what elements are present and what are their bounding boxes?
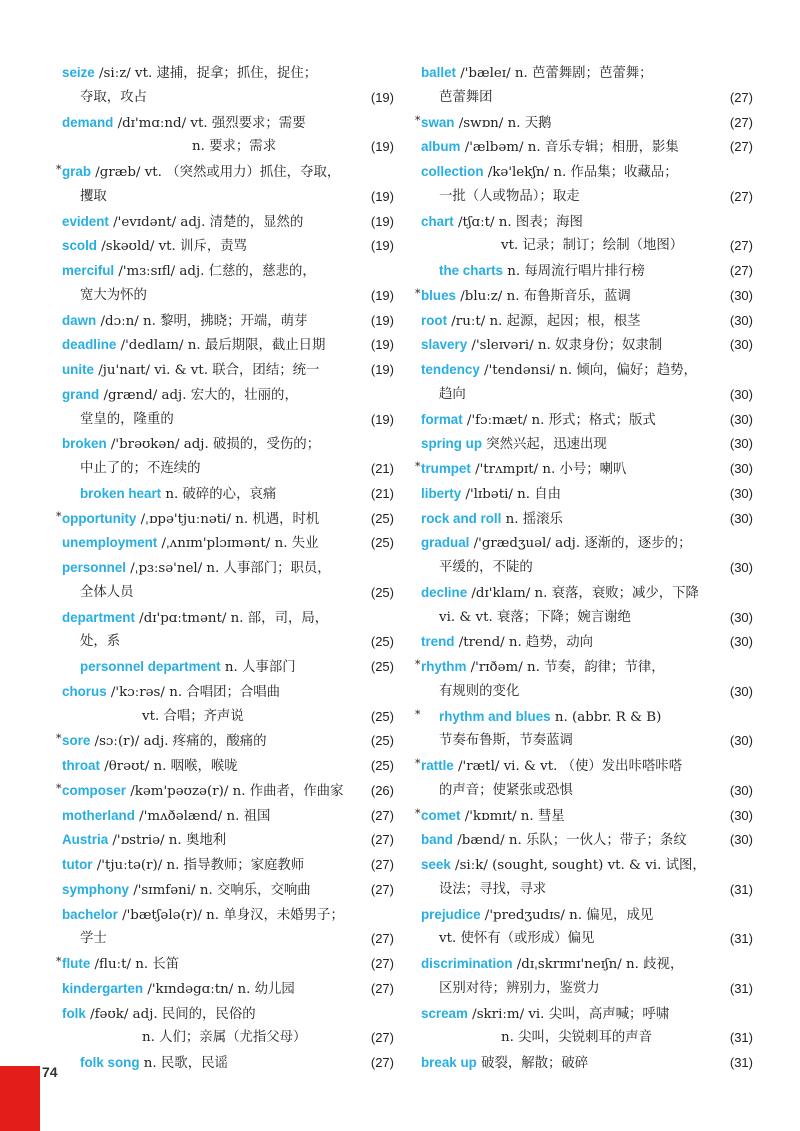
definition: /'trʌmpɪt/ n. 小号；喇叭	[470, 462, 627, 477]
glossary-line	[421, 977, 753, 1002]
definition: 全体人员	[80, 584, 134, 600]
unit-page-ref: (21)	[370, 485, 394, 501]
glossary-line	[421, 531, 753, 556]
unit-page-ref: (25)	[370, 584, 394, 600]
definition: /'mʌðəlænd/ n. 祖国	[134, 808, 271, 824]
headword: rhythm	[421, 659, 467, 674]
unit-page-ref: (30)	[729, 461, 753, 476]
definition: 节奏布鲁斯，节奏蓝调	[439, 733, 573, 749]
definition: vt. 合唱；齐声说	[142, 708, 244, 724]
unit-page-ref: (31)	[729, 881, 753, 897]
headword: scold	[62, 238, 97, 254]
headword: ballet	[421, 65, 456, 80]
definition: 芭蕾舞团	[439, 89, 493, 105]
unit-page-ref: (25)	[370, 708, 394, 724]
unit-page-ref: (31)	[729, 931, 753, 947]
definition: /'ælbəm/ n. 音乐专辑；相册，影集	[460, 140, 679, 156]
definition: /ˌpɜːsə'nel/ n. 人事部门；职员，	[126, 561, 331, 576]
definition: /dɪ'klaɪn/ n. 衰落，衰败；减少，下降	[467, 585, 699, 601]
glossary-line	[421, 1051, 753, 1076]
headword: band	[421, 832, 453, 848]
definition: /'kɔːrəs/ n. 合唱团；合唱曲	[106, 684, 281, 700]
definition: /'bæleɪ/ n. 芭蕾舞剧；芭蕾舞；	[455, 66, 653, 81]
definition: /'lɪbəti/ n. 自由	[461, 486, 562, 502]
glossary-line	[62, 927, 394, 952]
definition: 的声音；使紧张或恐惧	[439, 782, 573, 798]
headword: slavery	[421, 337, 468, 353]
headword: rhythm and blues	[439, 708, 551, 724]
glossary-line	[62, 408, 394, 433]
glossary-line	[421, 259, 753, 284]
unit-page-ref: (30)	[729, 560, 753, 575]
definition: 有规则的变化	[439, 683, 520, 699]
headword: seek	[421, 857, 451, 872]
definition: /'ɒstriə/ n. 奥地利	[108, 833, 227, 849]
definition: /dɔːn/ n. 黎明，拂晓；开端，萌芽	[96, 313, 308, 329]
headword: evident	[62, 213, 109, 229]
glossary-line	[62, 754, 394, 779]
glossary-line	[415, 655, 753, 680]
unit-page-ref: (27)	[370, 857, 394, 872]
headword: dawn	[62, 312, 97, 328]
headword: decline	[421, 584, 468, 600]
definition: /'rɪðəm/ n. 节奏，韵律；节律，	[466, 660, 665, 675]
left-column	[56, 61, 394, 1076]
definition: /siːk/ (sought, sought) vt. & vi. 试图，	[450, 858, 706, 873]
definition: 处，系	[80, 634, 121, 650]
definition: /'kɪndəgɑːtn/ n. 幼儿园	[143, 981, 295, 997]
glossary-line	[62, 878, 394, 903]
headword: the charts	[439, 263, 503, 278]
glossary-line	[62, 1002, 394, 1027]
headword: Austria	[62, 832, 109, 848]
star-mark: *	[415, 806, 421, 820]
glossary-line	[421, 878, 753, 903]
definition: /'brəʊkən/ adj. 破损的，受伤的；	[106, 437, 321, 453]
definition: 一批（人或物品）；取走	[439, 188, 580, 204]
headword: gradual	[421, 535, 470, 551]
definition: 区别对待；辨别力，鉴赏力	[439, 980, 600, 996]
definition: /'kɒmɪt/ n. 彗星	[460, 808, 565, 824]
glossary-line	[62, 531, 394, 556]
glossary-line	[62, 482, 394, 507]
glossary-line	[421, 853, 753, 878]
unit-page-ref: (27)	[370, 832, 394, 848]
glossary-line	[62, 903, 394, 928]
headword: demand	[62, 114, 114, 130]
glossary-line	[421, 581, 753, 606]
unit-page-ref: (31)	[729, 1055, 753, 1070]
glossary-line	[62, 630, 394, 655]
headword: chorus	[62, 683, 107, 699]
definition: /skriːm/ vi. 尖叫，高声喊；呼啸	[467, 1006, 670, 1022]
glossary-line	[421, 630, 753, 655]
glossary-line	[415, 284, 753, 309]
headword: prejudice	[421, 906, 481, 922]
unit-page-ref: (27)	[370, 881, 394, 897]
headword: bachelor	[62, 906, 118, 922]
unit-page-ref: (25)	[370, 634, 394, 650]
unit-page-ref: (27)	[729, 114, 753, 130]
star-mark: *	[56, 163, 62, 176]
glossary-line	[56, 160, 394, 185]
headword: rock and roll	[421, 510, 502, 526]
glossary-line	[62, 457, 394, 482]
definition: /fluːt/ n. 长笛	[90, 957, 180, 972]
unit-page-ref: (30)	[729, 733, 753, 749]
definition: vi. & vt. 衰落；下降；婉言谢绝	[439, 609, 631, 625]
glossary-line	[421, 210, 753, 235]
definition: /sɔː(r)/ adj. 疼痛的，酸痛的	[90, 734, 267, 750]
unit-page-ref: (30)	[729, 807, 753, 823]
glossary-line	[62, 333, 394, 358]
star-mark: *	[56, 509, 62, 523]
glossary-line	[421, 432, 753, 457]
glossary-line	[56, 779, 394, 804]
definition: /'bætʃələ(r)/ n. 单身汉，未婚男子；	[117, 907, 344, 923]
unit-page-ref: (30)	[729, 634, 753, 650]
unit-page-ref: (31)	[729, 1030, 753, 1046]
star-mark: *	[415, 757, 421, 770]
glossary-line	[421, 828, 753, 853]
glossary-line	[421, 185, 753, 210]
glossary-line	[421, 482, 753, 507]
definition: /'evɪdənt/ adj. 清楚的，显然的	[108, 214, 304, 230]
unit-page-ref: (30)	[729, 287, 753, 303]
star-mark: *	[56, 955, 62, 968]
glossary-line	[62, 705, 394, 730]
definition: n. (abbr. R & B)	[550, 709, 662, 725]
definition: /bluːz/ n. 布鲁斯音乐，蓝调	[455, 288, 631, 304]
definition: /dɪ'pɑːtmənt/ n. 部，司，局，	[134, 610, 329, 626]
definition: n. 每周流行唱片排行榜	[503, 264, 645, 279]
unit-page-ref: (19)	[370, 213, 394, 229]
glossary-line	[415, 457, 753, 482]
glossary-line	[415, 111, 753, 136]
unit-page-ref: (19)	[370, 411, 394, 427]
headword: personnel department	[80, 659, 221, 674]
glossary-line	[421, 135, 753, 160]
headword: trend	[421, 634, 455, 650]
unit-page-ref: (27)	[370, 956, 394, 971]
glossary-line	[62, 61, 394, 86]
headword: trumpet	[421, 461, 471, 476]
glossary-line	[62, 135, 394, 160]
glossary-line	[62, 86, 394, 111]
unit-page-ref: (27)	[729, 89, 753, 105]
glossary-line	[62, 977, 394, 1002]
unit-page-ref: (19)	[370, 139, 394, 155]
star-mark: *	[415, 286, 421, 300]
headword: broken	[62, 436, 107, 452]
definition: /fəʊk/ adj. 民间的，民俗的	[85, 1006, 256, 1022]
glossary-line	[421, 606, 753, 631]
headword: album	[421, 139, 461, 155]
definition: /kəm'pəʊzə(r)/ n. 作曲者，作曲家	[126, 783, 344, 799]
glossary-line	[62, 853, 394, 878]
glossary-line	[421, 408, 753, 433]
definition: /swɒn/ n. 天鹅	[454, 115, 552, 131]
star-mark: *	[415, 113, 421, 127]
headword: tendency	[421, 362, 480, 377]
definition: n. 人们；亲属（尤指父母）	[142, 1030, 307, 1046]
unit-page-ref: (25)	[370, 733, 394, 749]
glossary-line	[421, 383, 753, 408]
definition: /dɪˌskrɪmɪ'neɪʃn/ n. 歧视，	[512, 957, 684, 972]
definition: 突然兴起，迅速出现	[482, 437, 607, 453]
definition: /trend/ n. 趋势，动向	[454, 635, 594, 651]
unit-page-ref: (30)	[729, 683, 753, 699]
definition: /kə'lekʃn/ n. 作品集；收藏品；	[483, 165, 678, 180]
headword: chart	[421, 213, 454, 229]
unit-page-ref: (30)	[729, 337, 753, 353]
unit-page-ref: (19)	[370, 188, 394, 204]
headword: deadline	[62, 337, 117, 353]
headword: liberty	[421, 485, 462, 501]
headword: flute	[62, 956, 91, 971]
definition: /'dedlaɪn/ n. 最后期限，截止日期	[116, 338, 326, 354]
glossary-line	[62, 655, 394, 680]
definition: /ˌɒpə'tjuːnəti/ n. 机遇，时机	[136, 511, 320, 527]
definition: /'rætl/ vi. & vt. （使）发出咔嗒咔嗒	[453, 759, 683, 774]
headword: grab	[62, 164, 92, 179]
headword: grand	[62, 386, 100, 402]
definition: n. 尖叫，尖锐刺耳的声音	[501, 1030, 653, 1046]
glossary-line	[421, 234, 753, 259]
glossary-line	[421, 358, 753, 383]
definition: /θrəʊt/ n. 咽喉，喉咙	[99, 759, 238, 774]
glossary-line	[421, 86, 753, 111]
unit-page-ref: (27)	[729, 139, 753, 155]
unit-page-ref: (31)	[729, 980, 753, 996]
glossary-line	[62, 828, 394, 853]
unit-page-ref: (19)	[370, 287, 394, 303]
star-mark: *	[56, 781, 62, 795]
definition: /'fɔːmæt/ n. 形式；格式；版式	[462, 412, 656, 428]
unit-page-ref: (30)	[729, 782, 753, 798]
headword: kindergarten	[62, 980, 144, 996]
unit-page-ref: (19)	[370, 337, 394, 353]
unit-page-ref: (19)	[370, 312, 394, 328]
headword: format	[421, 411, 463, 427]
headword: merciful	[62, 263, 115, 278]
glossary-line	[62, 1051, 394, 1076]
definition: vt. 记录；制订；绘制（地图）	[501, 238, 684, 254]
definition: /grænd/ adj. 宏大的，壮丽的，	[99, 387, 298, 403]
headword: comet	[421, 807, 461, 823]
headword: root	[421, 312, 448, 328]
headword: motherland	[62, 807, 135, 823]
star-mark: *	[415, 658, 421, 671]
definition: /græb/ vt. （突然或用力）抓住，夺取，	[91, 165, 341, 180]
glossary-line	[62, 383, 394, 408]
headword: throat	[62, 758, 100, 773]
headword: folk	[62, 1005, 86, 1021]
glossary-line	[62, 358, 394, 383]
glossary-line	[62, 234, 394, 259]
unit-page-ref: (30)	[729, 436, 753, 452]
definition: /ˌʌnɪm'plɔɪmənt/ n. 失业	[157, 536, 319, 552]
star-mark: *	[415, 707, 421, 721]
unit-page-ref: (30)	[729, 609, 753, 625]
unit-page-ref: (19)	[370, 238, 394, 254]
unit-page-ref: (27)	[370, 1030, 394, 1046]
glossary-line	[421, 333, 753, 358]
glossary-line	[421, 903, 753, 928]
headword: break up	[421, 1055, 477, 1070]
unit-page-ref: (27)	[370, 1055, 394, 1070]
glossary-line	[415, 705, 753, 730]
definition: /'predʒudɪs/ n. 偏见，成见	[480, 907, 654, 923]
glossary-line	[421, 507, 753, 532]
glossary-line	[421, 1026, 753, 1051]
definition: /tʃɑːt/ n. 图表；海图	[453, 214, 583, 230]
page-edge-tab	[0, 1066, 40, 1131]
glossary-line	[56, 729, 394, 754]
headword: swan	[421, 114, 455, 130]
definition: n. 人事部门	[220, 660, 296, 675]
headword: blues	[421, 287, 456, 303]
glossary-line	[62, 1026, 394, 1051]
glossary-line	[415, 804, 753, 829]
unit-page-ref: (30)	[729, 386, 753, 402]
headword: scream	[421, 1005, 468, 1021]
definition: /'tjuːtə(r)/ n. 指导教师；家庭教师	[92, 858, 305, 873]
unit-page-ref: (30)	[729, 510, 753, 526]
headword: sore	[62, 733, 91, 749]
star-mark: *	[415, 460, 421, 473]
glossary-line	[62, 111, 394, 136]
unit-page-ref: (19)	[370, 89, 394, 105]
glossary-line	[62, 284, 394, 309]
definition: n. 摇滚乐	[501, 511, 563, 527]
glossary-line	[62, 309, 394, 334]
glossary-line	[421, 927, 753, 952]
unit-page-ref: (21)	[370, 461, 394, 476]
glossary-line	[62, 432, 394, 457]
headword: department	[62, 609, 135, 625]
definition: /'tendənsi/ n. 倾向，偏好；趋势，	[479, 363, 697, 378]
definition: 宽大为怀的	[80, 287, 147, 303]
star-mark: *	[56, 732, 62, 746]
unit-page-ref: (25)	[370, 758, 394, 773]
headword: broken heart	[80, 485, 162, 501]
definition: /'sɪmfəni/ n. 交响乐，交响曲	[128, 882, 311, 898]
unit-page-ref: (25)	[370, 510, 394, 526]
definition: 破裂，解散；破碎	[476, 1056, 589, 1071]
unit-page-ref: (25)	[370, 535, 394, 551]
definition: /'mɜːsɪfl/ adj. 仁慈的，慈悲的，	[114, 264, 316, 279]
headword: unemployment	[62, 535, 158, 551]
glossary-line	[415, 754, 753, 779]
unit-page-ref: (27)	[729, 263, 753, 278]
unit-page-ref: (26)	[370, 782, 394, 798]
unit-page-ref: (30)	[729, 411, 753, 427]
definition: /ju'naɪt/ vi. & vt. 联合，团结；统一	[94, 363, 320, 378]
definition: /'sleɪvəri/ n. 奴隶身份；奴隶制	[467, 338, 663, 354]
glossary-line	[62, 556, 394, 581]
definition: n. 破碎的心，哀痛	[161, 486, 277, 502]
glossary-line	[62, 804, 394, 829]
definition: /dɪ'mɑːnd/ vt. 强烈要求；需要	[113, 115, 306, 131]
glossary-line	[62, 581, 394, 606]
unit-page-ref: (27)	[370, 980, 394, 996]
glossary-line	[62, 680, 394, 705]
definition: /skəʊld/ vt. 训斥，责骂	[96, 239, 248, 255]
glossary-line	[421, 779, 753, 804]
unit-page-ref: (19)	[370, 362, 394, 377]
definition: /bænd/ n. 乐队；一伙人；带子；条纹	[453, 833, 687, 849]
unit-page-ref: (27)	[729, 238, 753, 254]
headword: opportunity	[62, 510, 137, 526]
unit-page-ref: (25)	[370, 659, 394, 674]
definition: 夺取，攻占	[80, 89, 147, 105]
page-number: 74	[42, 1064, 58, 1080]
glossary-line	[62, 606, 394, 631]
headword: discrimination	[421, 956, 513, 971]
unit-page-ref: (30)	[729, 832, 753, 848]
definition: 设法；寻找，寻求	[439, 881, 547, 897]
headword: tutor	[62, 857, 93, 872]
glossary-line	[421, 729, 753, 754]
headword: folk song	[80, 1055, 140, 1070]
glossary-line	[421, 1002, 753, 1027]
unit-page-ref: (30)	[729, 485, 753, 501]
glossary-line	[421, 556, 753, 581]
unit-page-ref: (27)	[370, 931, 394, 947]
glossary-line	[421, 61, 753, 86]
headword: collection	[421, 164, 484, 179]
definition: 攫取	[80, 188, 107, 204]
glossary-line	[56, 952, 394, 977]
headword: symphony	[62, 881, 129, 897]
unit-page-ref: (27)	[370, 807, 394, 823]
right-column	[415, 61, 753, 1076]
definition: n. 民歌，民谣	[139, 1056, 228, 1071]
definition: /ruːt/ n. 起源，起因；根，根茎	[447, 313, 641, 329]
headword: unite	[62, 362, 94, 377]
headword: rattle	[421, 758, 454, 773]
unit-page-ref: (27)	[729, 188, 753, 204]
definition: 堂皇的，隆重的	[80, 411, 174, 427]
glossary-line	[421, 309, 753, 334]
glossary-line	[421, 680, 753, 705]
headword: personnel	[62, 560, 126, 575]
definition: 平缓的，不陡的	[439, 560, 533, 575]
definition: 中止了的；不连续的	[80, 461, 201, 476]
headword: composer	[62, 782, 126, 798]
glossary-line	[421, 952, 753, 977]
definition: n. 要求；需求	[192, 139, 277, 155]
glossary-line	[62, 210, 394, 235]
glossary-line	[421, 160, 753, 185]
definition: 趋向	[439, 386, 466, 402]
definition: /'grædʒuəl/ adj. 逐渐的，逐步的；	[469, 536, 692, 552]
definition: vt. 使怀有（或形成）偏见	[439, 931, 595, 947]
definition: /siːz/ vt. 逮捕，捉拿；抓住，捉住；	[94, 66, 318, 81]
definition: 学士	[80, 931, 107, 947]
glossary-line	[62, 185, 394, 210]
glossary-line	[56, 507, 394, 532]
headword: spring up	[421, 436, 482, 452]
headword: seize	[62, 65, 95, 80]
unit-page-ref: (30)	[729, 312, 753, 328]
glossary-line	[62, 259, 394, 284]
